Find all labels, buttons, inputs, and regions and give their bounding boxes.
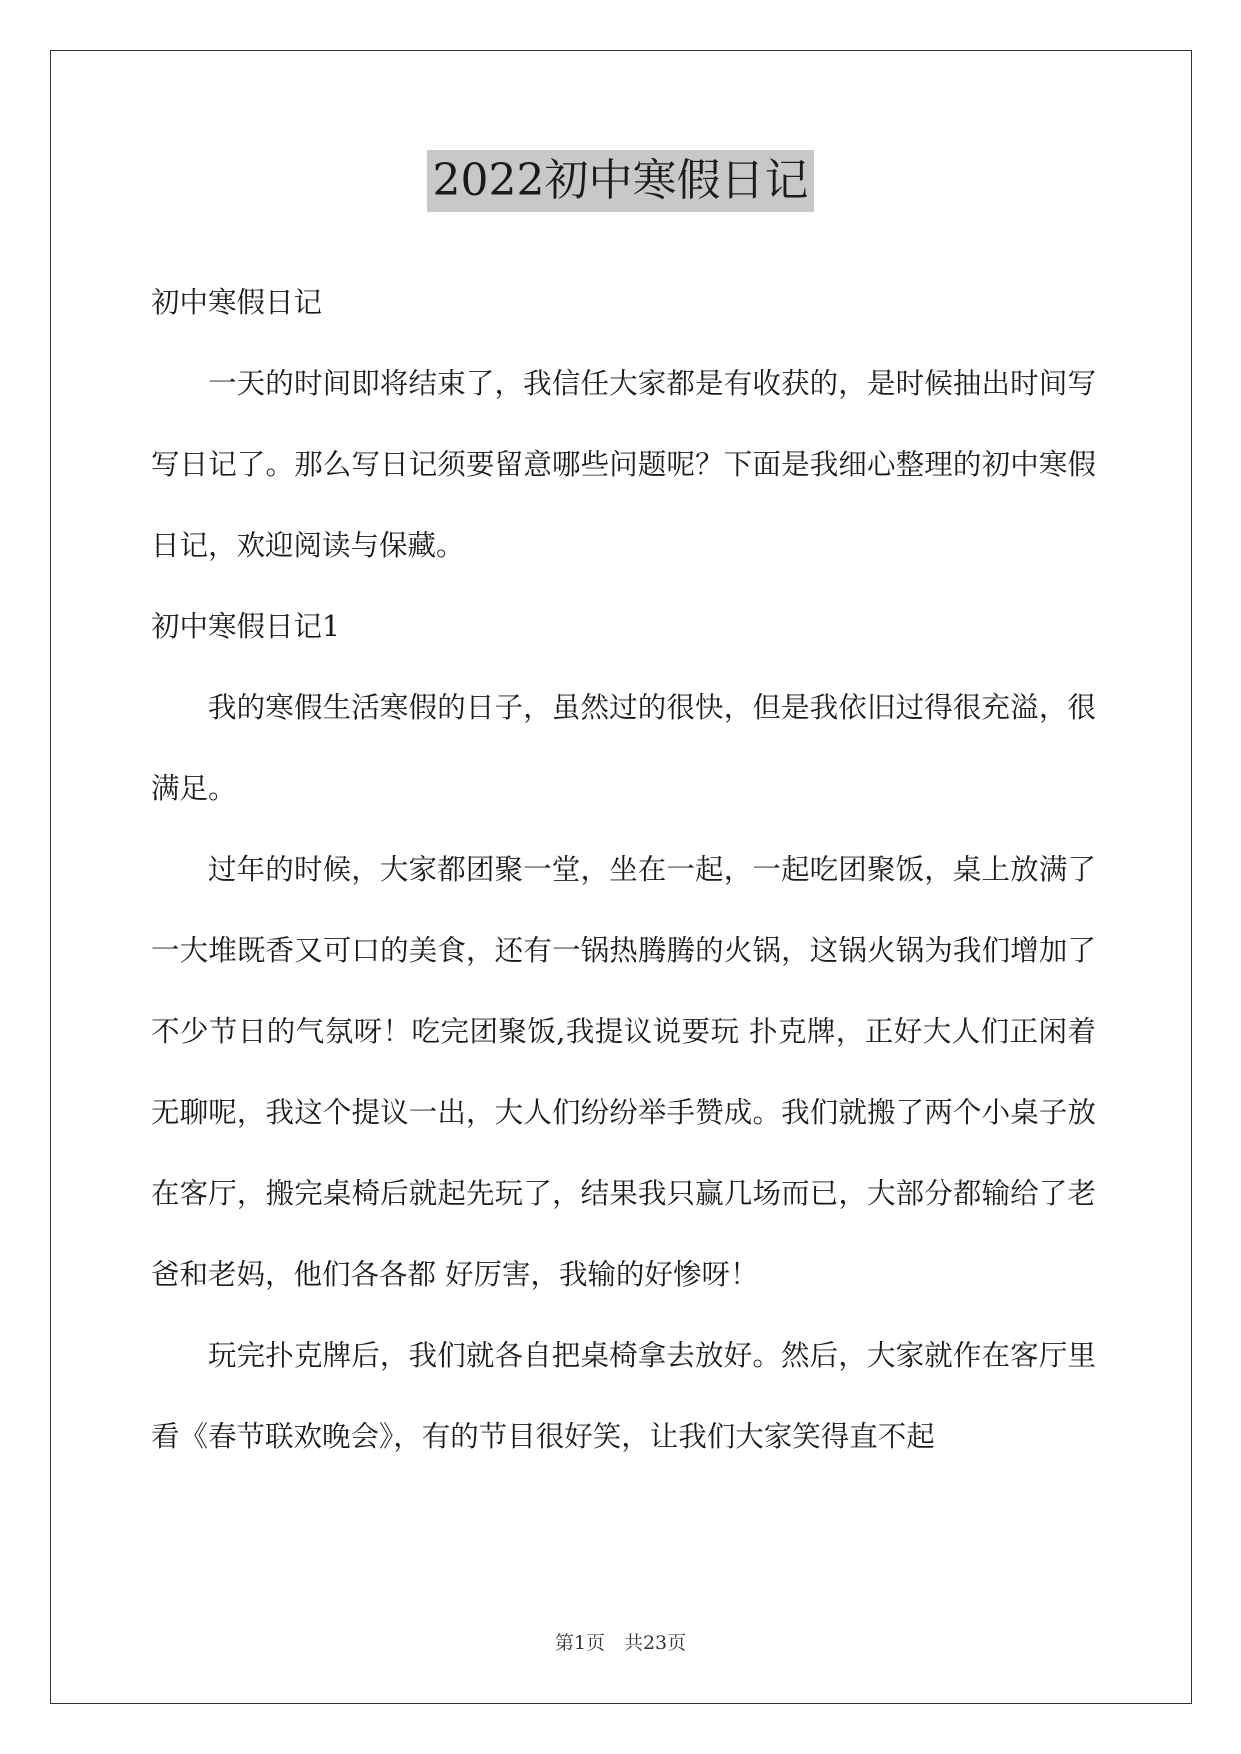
body-paragraph: 我的寒假生活寒假的日子，虽然过的很快，但是我依旧过得很充溢，很满足。 — [151, 691, 1096, 805]
body-paragraph: 过年的时候，大家都团聚一堂，坐在一起，一起吃团聚饭，桌上放满了一大堆既香又可口的美食，还有一锅热腾腾的火锅，这锅火锅为我们增加了不少节日的气氛呀！吃完团聚饭,我提议说要玩 扑克牌，正好大人们正闲着无聊呢，我这个提议一出，大人们纷纷举手赞成。我们就搬了两个小桌子放在客厅，搬完桌椅后就起先玩了，结果我只赢几场而已，大部分都输给了老爸和老妈，他们各各都 好厉害，我输的好惨呀！ — [151, 853, 1096, 1291]
section-heading: 初中寒假日记1 — [151, 610, 341, 643]
document-body — [151, 262, 1096, 1477]
document-title-text: 2022初中寒假日记 — [427, 150, 815, 212]
page-footer: 第1页 共23页 — [554, 1632, 687, 1654]
section-heading: 初中寒假日记 — [151, 286, 323, 319]
document-title — [0, 150, 1241, 212]
intro-paragraph: 一天的时间即将结束了，我信任大家都是有收获的，是时候抽出时间写写日记了。那么写日记须要留意哪些问题呢？下面是我细心整理的初中寒假日记，欢迎阅读与保藏。 — [151, 367, 1096, 562]
body-paragraph: 玩完扑克牌后，我们就各自把桌椅拿去放好。然后，大家就作在客厅里看《春节联欢晚会》，有的节目很好笑，让我们大家笑得直不起 — [151, 1339, 1096, 1453]
